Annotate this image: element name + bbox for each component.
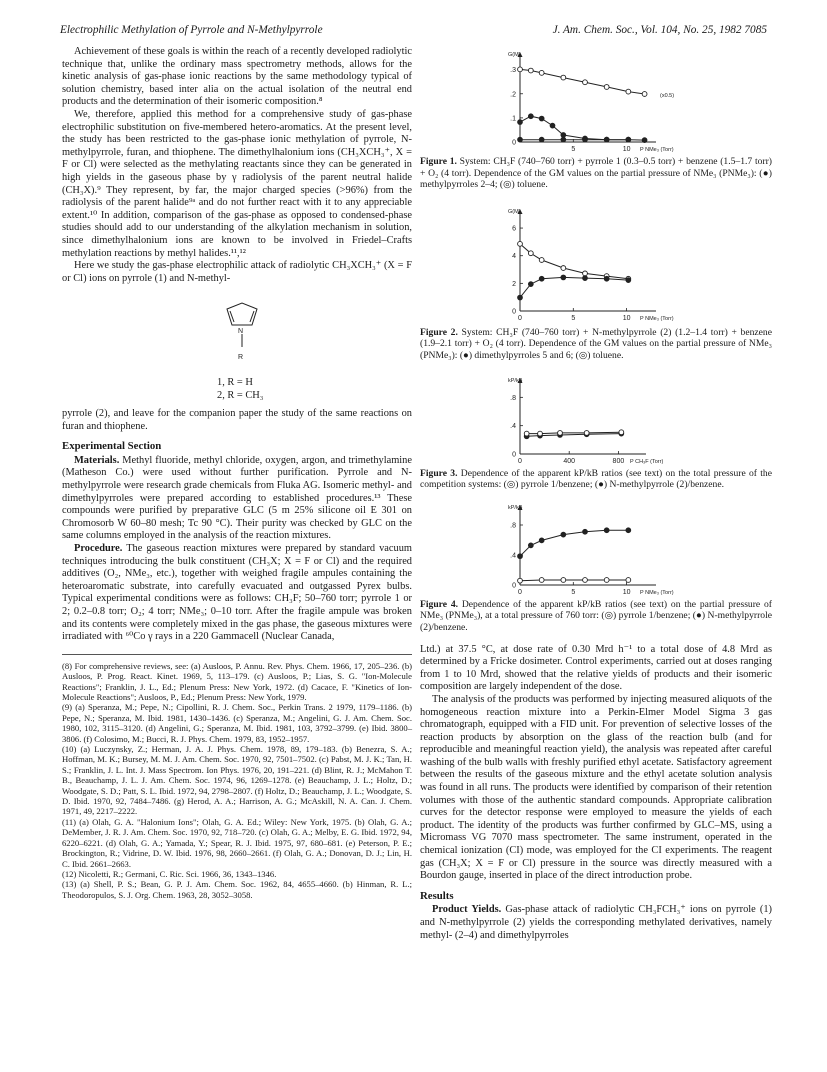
figure-3: [420, 370, 772, 491]
data-point: [626, 137, 631, 142]
paragraph: We, therefore, applied this method for a comprehensive study of gas-phase electrophilic substitution on five-membered hetero-aromatics. At the present level, the study has been restricted to the gas-phase ionic methylation of pyrrole, N-methylpyrrole, furan, and thiophene. The dimethylhalonium ions (CH₃XCH₃⁺, X = F or Cl) were selected as the methylating reactants since they can be generated in high yields in the gaseous phase by γ radiolysis of the parent neutral halide (CH₃X).⁹ They represent, by far, the major charged species (>96%) from the radiolysis of the parent halide⁹ᵃ and do not further react with it to any appreciable extent.¹⁰ In addition, comparison of the gas-phase as opposed to condensed-phase studies should add to our understanding of the alkylation mechanism in solution, since dimethylhalonium ions are known to be involved in Friedel–Crafts methylation reactions by methyl halides.¹¹,¹²: [62, 108, 412, 259]
data-point: [518, 554, 523, 559]
footnote: (11) (a) Olah, G. A. "Halonium Ions"; Olah, G. A. Ed.; Wiley: New York, 1975. (b) Olah, G. A.; DeMember, J. R. J. Am. Chem. Soc. 1970, 92, 718–720. (c) Olah, G. A.; Melby, E. G. Ibid. 1972, 94, 6220–6221. (d) Olah, G. A.; Yamada, Y.; Spear, R. J. Ibid. 1975, 97, 680–681. (e) Peterson, P. E.; Brockington, R.; Vidrine, D. W. Ibid. 1976, 98, 2660–2661. (f) Olah, G. A.; Donovan, D. J.; Lin, H. C. Ibid. 2661–2663.: [62, 816, 412, 869]
data-point: [583, 529, 588, 534]
data-point: [539, 137, 544, 142]
paragraph-text: Methyl fluoride, methyl chloride, oxygen, argon, and trimethylamine (Matheson Co.) were used without further purification. Pyrrole and N-methylpyrrole were research grade chemicals from Fluka AG. Isomeric methyl- and dimethylpyrroles were prepared according to established procedures.¹³ These compounds were purified by preparative GLC (5 m 25% silicone oil E 301 on Chromosorb W 60–80 mesh; Tc 90 °C). Their purity was checked by GLC on the same columns employed in the analysis of the reaction mixtures.: [62, 454, 412, 542]
data-point: [561, 532, 566, 537]
series-line: [520, 530, 628, 556]
footnote: (8) For comprehensive reviews, see: (a) Ausloos, P. Annu. Rev. Phys. Chem. 1966, 17, 205–236. (b) Ausloos, P. Prog. React. Kinet. 1969, 5, 113–179. (c) Ausloos, P.; Lias, S. G. "Ion-Molecule Reactions"; Franklin, J. L., Ed.; Plenum Press: New York, 1972. (d) Cacace, F. "Kinetics of Ion-Molecule Reactions"; Ausloos, P., Ed.; Plenum Press: New York, 1979.: [62, 660, 412, 702]
data-point: [583, 80, 588, 85]
footnote: (12) Nicoletti, R.; Germani, C. Ric. Sci. 1966, 36, 1343–1346.: [62, 868, 277, 879]
footnote: (9) (a) Speranza, M.; Pepe, N.; Cipollini, R. J. Chem. Soc., Perkin Trans. 2 1979, 1179–1186. (b) Pepe, N.; Speranza, M. Ibid. 1981, 1430–1436. (c) Speranza, M.; Angelini, G. J. Am. Chem. Soc. 1980, 102, 3115–3120. (d) Angelini, G.; Speranza, M. Ibid. 1981, 103, 3792–3799. (e) Ibid. 3800–3806. (f) Colosimo, M.; Bucci, R. J. Phys. Chem. 1979, 83, 1952–1957.: [62, 702, 412, 744]
data-point: [524, 431, 529, 436]
paragraph-text: Gas-phase attack of radiolytic CH₃FCH₃⁺ ions on pyrrole (1) and N-methylpyrrole (2) yields the corresponding methylated derivatives, namely methyl- (2–4) and dimethylpyrroles: [420, 904, 772, 941]
ring-substituent-label: R: [238, 354, 244, 362]
paragraph-text: The gaseous reaction mixtures were prepared by standard vacuum techniques introducing the bulk constituent (CH₃X; X = F or Cl) and the required additives (O₂, NMe₃, etc.), together with weighed fragile ampules containing the heteroaromatic substrate, into carefully evacuated and outgassed Pyrex bulbs. Typical experimental conditions were as follows: CH₃F; 50–760 torr; pyrrole 1 or 2; 0.2–0.8 torr; O₂; 4 torr; NMe₃; 0–10 torr. After the fragile ampule was broken and its contents were completely mixed in the gas phase, the gaseous mixtures were irradiated with ⁶⁰Co γ rays in a 220 Gammacell (Nuclear Canada,: [62, 543, 412, 643]
running-head: [60, 24, 767, 40]
data-point: [561, 75, 566, 80]
data-point: [518, 120, 523, 125]
data-point: [626, 577, 631, 582]
materials-paragraph: [62, 455, 412, 543]
data-point: [539, 577, 544, 582]
procedure-paragraph: [62, 543, 412, 644]
pyrrole-ring-drawing: [62, 289, 412, 375]
caption-text: System: CH₃F (740–760 torr) + pyrrole 1 (0.3–0.5 torr) + benzene (1.5–1.7 torr) + O₂ (4 torr). Dependence of the GM values on the partial pressure of NMe₃ (PNMe₃): (●) methylpyrroles 2–4; (◎) toluene.: [420, 156, 772, 191]
compound-1-label: 1, R = H: [217, 377, 253, 389]
scale-annotation: (x0.5): [660, 92, 675, 99]
y-tick-label: .2: [510, 91, 516, 99]
data-point: [604, 137, 609, 142]
run-in-heading: Product Yields.: [432, 904, 502, 916]
series-line: [520, 116, 645, 140]
paragraph: Achievement of these goals is within the reach of a recently developed radiolytic technique that, unlike the ordinary mass spectrometry methods, allows for the kinetic analysis of gas-phase ionic reactions by the same methodology typical of solution chemistry, based inter alia on the actual isolation of the neutral end products and the determination of their isomeric composition.⁸: [62, 46, 412, 108]
paragraph: Ltd.) at 37.5 °C, at dose rate of 0.30 Mrd h⁻¹ to a total dose of 4.8 Mrd as determined by a Fricke dosimeter. Control experiments, carried out at doses ranging from 1 to 10 Mrd, showed that the relative yields of products and their isomeric composition are largely independent of the dose.: [420, 643, 772, 693]
data-point: [619, 429, 624, 434]
right-body: [420, 644, 772, 943]
caption-label: Figure 2.: [420, 326, 458, 338]
left-column: [62, 46, 412, 900]
data-point: [626, 89, 631, 94]
series-line: [520, 277, 628, 297]
y-axis-label: G(M): [508, 208, 521, 215]
data-point: [583, 137, 588, 142]
data-point: [558, 430, 563, 435]
paragraph: Here we study the gas-phase electrophilic attack of radiolytic CH₃XCH₃⁺ (X = F or Cl) ions on pyrrole (1) and N-methyl-: [62, 260, 412, 284]
data-point: [518, 578, 523, 583]
x-axis-label: P CH₃F (Torr): [630, 458, 664, 465]
data-point: [538, 431, 543, 436]
x-axis-label: P NMe₃ (Torr): [640, 147, 674, 153]
figure-1: [420, 46, 772, 191]
figure-4: [420, 499, 772, 634]
figure-2: [420, 199, 772, 362]
x-tick-label: 0: [518, 588, 522, 596]
x-tick-label: 10: [622, 146, 631, 153]
y-tick-label: 4: [512, 252, 516, 260]
y-tick-label: 0: [512, 139, 516, 147]
footnote: (10) (a) Luczynsky, Z.; Herman, J. A. J. Phys. Chem. 1978, 89, 179–183. (b) Benezra, S. A.; Hoffman, M. K.; Bursey, M. M. J. Am. Chem. Soc. 1970, 92, 7501–7502. (c) Pabst, M. J. K.; Tan, H. S.; Franklin, J. L. Int. J. Mass Spectrom. Ion Phys. 1976, 20, 191–221. (d) Blint, R. J.; McMahon T. B., Beauchamp, J. L. J. Am. Chem. Soc. 1974, 96, 1269–1278. (e) Beauchamp, J. L.; Holtz, D.; Woodgate, S. D.; Patt, S. L. Ibid. 1972, 94, 2798–2807. (f) Holtz, D.; Beauchamp, J. L.; Woodgate, S. D. Ibid. 1970, 92, 7484–7486. (g) Herod, A. A.; Harrison, A. G.; McAskill, N. A. Can. J. Chem. 1971, 49, 2217–2222.: [62, 744, 412, 817]
data-point: [626, 277, 631, 282]
pyrrole-structure: [62, 289, 412, 375]
data-point: [583, 577, 588, 582]
data-point: [539, 116, 544, 121]
figure-4-caption: [420, 599, 772, 634]
figure-3-chart: [420, 370, 772, 466]
data-point: [561, 133, 566, 138]
data-point: [561, 137, 566, 142]
data-point: [539, 538, 544, 543]
data-point: [584, 430, 589, 435]
y-axis-label: kP/kB: [508, 504, 523, 511]
paragraph: pyrrole (2), and leave for the companion paper the study of the same reactions on furan and thiophene.: [62, 408, 412, 432]
y-tick-label: .8: [510, 522, 516, 530]
right-column: [420, 46, 772, 942]
data-point: [518, 137, 523, 142]
figure-1-caption: [420, 156, 772, 191]
data-point: [561, 265, 566, 270]
data-point: [583, 271, 588, 276]
data-point: [604, 276, 609, 281]
compound-2-label: 2, R = CH₃: [217, 389, 264, 401]
figure-1-chart: [420, 46, 772, 154]
data-point: [528, 114, 533, 119]
data-point: [604, 528, 609, 533]
x-tick-label: 5: [571, 588, 576, 596]
x-tick-label: 5: [571, 314, 576, 322]
y-tick-label: .8: [510, 394, 516, 402]
data-point: [518, 67, 523, 72]
data-point: [604, 85, 609, 90]
data-point: [528, 251, 533, 256]
y-tick-label: .4: [510, 422, 516, 430]
caption-text: Dependence of the apparent kP/kB ratios (see text) on the total pressure of the competition systems: (◎) pyrrole 1/benzene; (●) N-methylpyrrole (2)/benzene.: [420, 467, 772, 491]
data-point: [561, 275, 566, 280]
y-tick-label: .4: [510, 552, 516, 560]
x-axis-label: P NMe₃ (Torr): [640, 589, 674, 596]
x-tick-label: 800: [612, 457, 625, 465]
running-head-citation: J. Am. Chem. Soc., Vol. 104, No. 25, 1982 7085: [552, 24, 767, 36]
data-point: [528, 543, 533, 548]
compound-list: [217, 377, 412, 402]
footnote: (13) (a) Shell, P. S.; Bean, G. P. J. Am. Chem. Soc. 1962, 84, 4655–4660. (b) Hinman, R. L.; Theodoropulos, S. J. Org. Chem. 1963, 28, 3052–3058.: [62, 879, 412, 900]
y-tick-label: 0: [512, 308, 516, 316]
x-tick-label: 10: [622, 588, 631, 596]
caption-text: Dependence of the apparent kP/kB ratios (see text) on the partial pressure of NMe₃ (PNMe₃), at a total pressure of 760 torr: (◎) pyrrole 1/benzene; (●) N-methylpyrrole (2)/benzene.: [420, 598, 772, 633]
x-tick-label: 0: [518, 457, 522, 465]
data-point: [561, 577, 566, 582]
data-point: [539, 257, 544, 262]
series-line: [520, 580, 628, 581]
data-point: [539, 70, 544, 75]
figure-4-chart: [420, 499, 772, 597]
data-point: [642, 92, 647, 97]
run-in-heading: Materials.: [74, 454, 120, 466]
data-point: [518, 241, 523, 246]
run-in-heading: Procedure.: [74, 543, 123, 555]
y-tick-label: 2: [512, 280, 516, 288]
x-tick-label: 0: [518, 314, 522, 322]
figure-2-chart: [420, 199, 772, 325]
y-tick-label: .3: [510, 67, 516, 75]
data-point: [583, 275, 588, 280]
x-tick-label: 5: [571, 146, 576, 153]
y-axis-label: kP/kB: [508, 377, 523, 384]
data-point: [528, 68, 533, 73]
section-heading: Results: [420, 889, 454, 902]
caption-label: Figure 4.: [420, 598, 459, 610]
x-tick-label: 10: [622, 314, 631, 322]
y-tick-label: 6: [512, 225, 516, 233]
paragraph: The analysis of the products was performed by injecting measured aliquots of the homogeneous reaction mixture into a Perkin-Elmer Model Sigma 3 gas chromatograph, equipped with a FID unit. For prevention of selective losses of the reaction products by absorption on the glass of the reaction bulb (and for reproducible and meaningful reaction yield), the analysis was repeated after careful washing of the bulb walls with freshly purified ethyl acetate. Satisfactory agreement between the results of the gaseous mixture and the ethyl acetate solution analysis was found in all runs. The products were identified by comparison of their retention volumes with those of the authentic standard compounds. Appropriate calibration curves for the detector response were employed to measure the yields of each product. The identity of the products was further confirmed by GLC–MS, using a Micromass VG 7070 mass spectrometer. The same instrument, operated in the chemical ionization (CI) mode, was employed for the CI experiments. The reagent gas (CH₃X; X = F or Cl) pressure in the source was directly measured with a Bourdon gauge, inserted in place of the direct introduction probe.: [420, 693, 772, 882]
data-point: [528, 282, 533, 287]
x-tick-label: 400: [563, 457, 576, 465]
series-line: [520, 244, 628, 279]
y-axis-label: G(M): [508, 52, 521, 58]
data-point: [626, 528, 631, 533]
y-tick-label: 0: [512, 451, 516, 459]
ring-nitrogen-label: N: [238, 328, 244, 336]
caption-text: System: CH₃F (740–760 torr) + N-methylpyrrole (2) (1.2–1.4 torr) + benzene (1.9–2.1 torr) + O₂ (4 torr). Dependence of the GM values on the partial pressure of NMe₃ (PNMe₃): (●) dimethylpyrroles 5 and 6; (◎) toluene.: [420, 326, 772, 361]
data-point: [539, 276, 544, 281]
section-heading: Experimental Section: [62, 440, 162, 453]
y-tick-label: .1: [510, 115, 516, 123]
x-axis-label: P NMe₃ (Torr): [640, 315, 674, 322]
caption-label: Figure 1.: [420, 156, 457, 167]
data-point: [518, 295, 523, 300]
running-head-title: Electrophilic Methylation of Pyrrole and N-Methylpyrrole: [60, 24, 323, 36]
figure-3-caption: [420, 468, 772, 491]
product-yields-paragraph: [420, 904, 772, 942]
data-point: [604, 577, 609, 582]
data-point: [550, 123, 555, 128]
caption-label: Figure 3.: [420, 467, 458, 479]
footnotes: [62, 654, 412, 900]
figure-2-caption: [420, 327, 772, 362]
y-tick-label: 0: [512, 582, 516, 590]
data-point: [642, 138, 647, 143]
